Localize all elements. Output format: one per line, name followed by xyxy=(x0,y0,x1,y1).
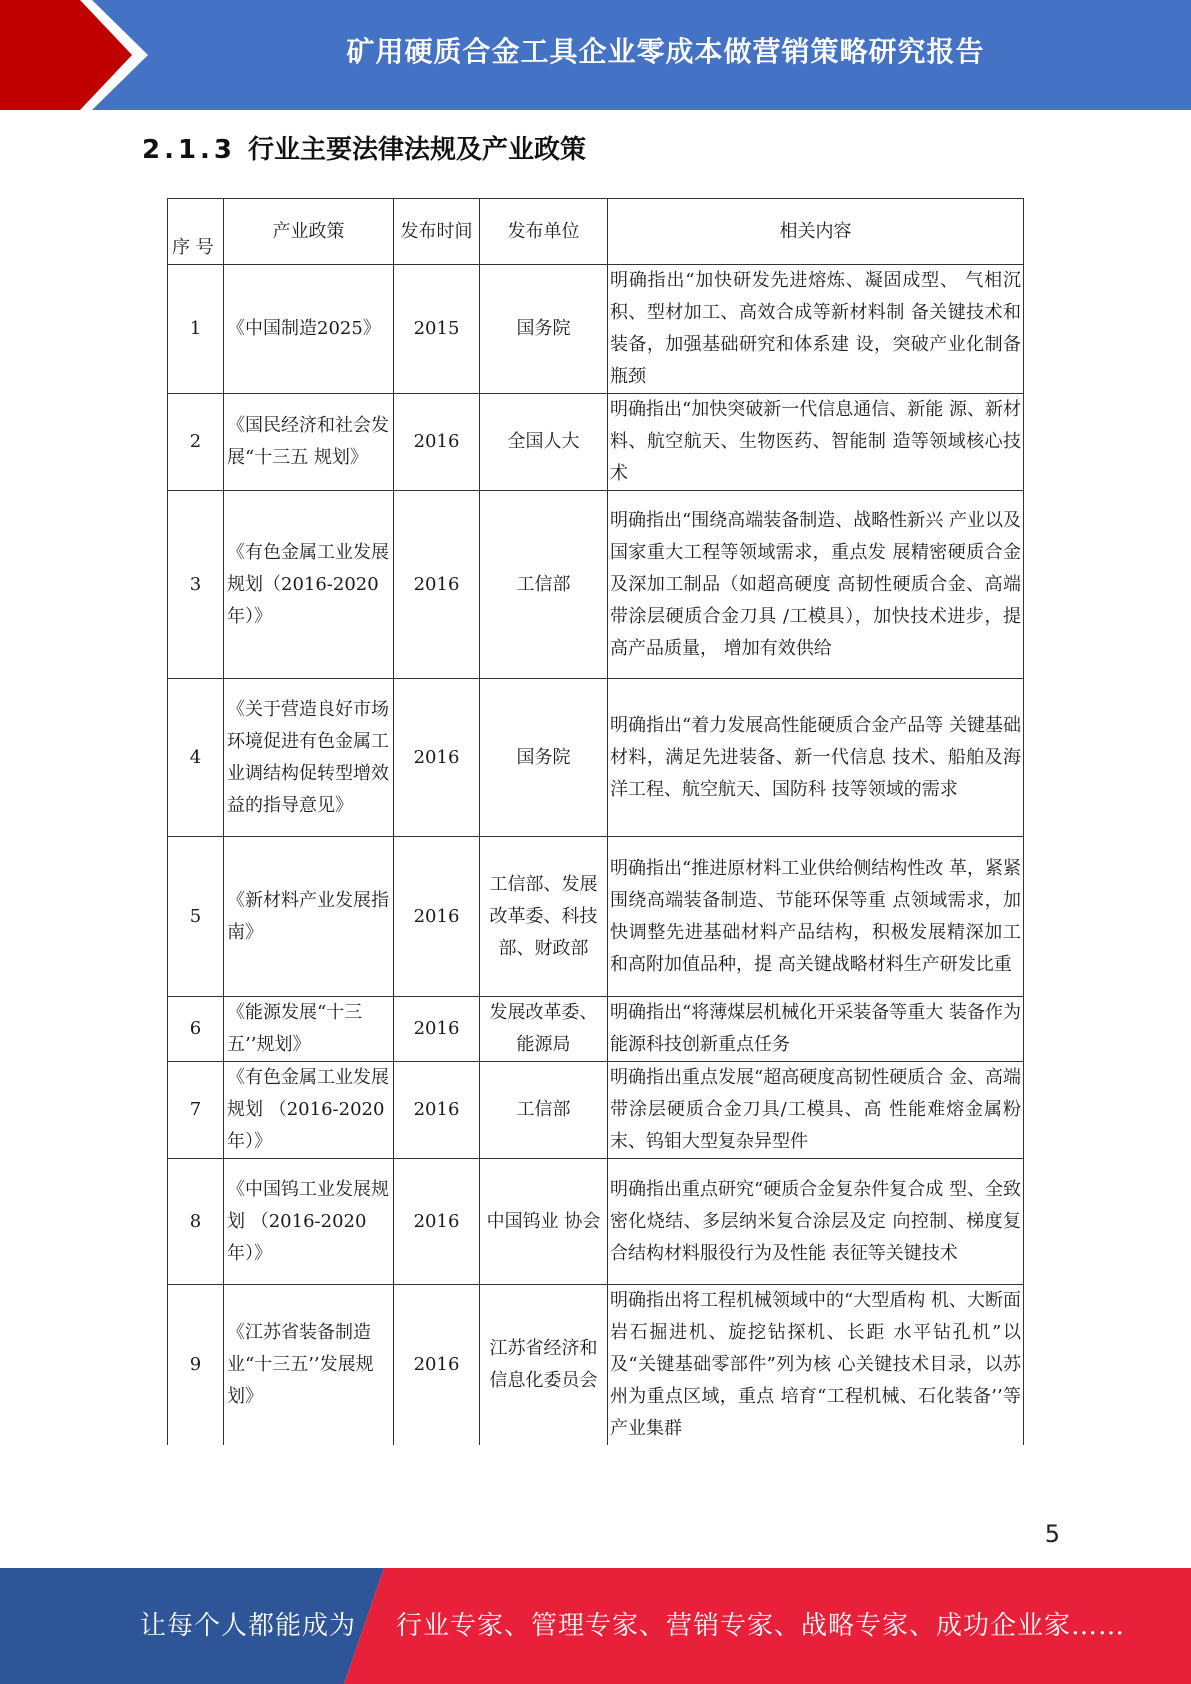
table-row xyxy=(168,1062,1024,1159)
header-seq: 序 号 xyxy=(168,199,224,265)
cell-content: 明确指出“将薄煤层机械化开采装备等重大 装备作为能源科技创新重点任务 xyxy=(608,997,1024,1062)
cell-policy: 《能源发展“十三五’’规划》 xyxy=(224,997,394,1062)
report-title: 矿用硬质合金工具企业零成本做营销策略研究报告 xyxy=(346,35,985,68)
cell-org: 工信部 xyxy=(480,1062,608,1159)
cell-content: 明确指出“加快研发先进熔炼、凝固成型、 气相沉积、型材加工、高效合成等新材料制 备关键技术和装备，加强基础研究和体系建 设，突破产业化制备瓶颈 xyxy=(608,265,1024,394)
table-row xyxy=(168,1285,1024,1446)
cell-org: 发展改革委、能源局 xyxy=(480,997,608,1062)
cell-policy: 《有色金属工业发展规划 （2016-2020 年）》 xyxy=(224,1062,394,1159)
cell-policy: 《中国制造2025》 xyxy=(224,265,394,394)
section-title: 行业主要法律法规及产业政策 xyxy=(248,135,587,165)
cell-seq: 1 xyxy=(168,265,224,394)
cell-seq: 2 xyxy=(168,394,224,491)
cell-content: 明确指出“围绕高端装备制造、战略性新兴 产业以及国家重大工程等领域需求，重点发 展精密硬质合金及深加工制品（如超高硬度 高韧性硬质合金、高端带涂层硬质合金刀具 /工模具），加快技术进步，提高产品质量， 增加有效供给 xyxy=(608,491,1024,679)
cell-seq: 7 xyxy=(168,1062,224,1159)
table-header-row xyxy=(168,199,1024,265)
cell-policy: 《新材料产业发展指南》 xyxy=(224,837,394,997)
cell-year: 2016 xyxy=(394,837,480,997)
header-content: 相关内容 xyxy=(608,199,1024,265)
cell-policy: 《关于营造良好市场环境促进有色金属工业调结构促转型增效益的指导意见》 xyxy=(224,679,394,837)
footer-slogan-right: 行业专家、管理专家、营销专家、战略专家、成功企业家…… xyxy=(396,1611,1126,1641)
table-row xyxy=(168,679,1024,837)
table-row xyxy=(168,837,1024,997)
footer-banner xyxy=(0,1568,1191,1684)
cell-content: 明确指出“推进原材料工业供给侧结构性改 革，紧紧围绕高端装备制造、节能环保等重 点领域需求，加快调整先进基础材料产品结构，积极发展精深加工和高附加值品种，提 高关键战略材料生产研发比重 xyxy=(608,837,1024,997)
cell-org: 国务院 xyxy=(480,265,608,394)
cell-org: 全国人大 xyxy=(480,394,608,491)
table-row xyxy=(168,1159,1024,1285)
cell-policy: 《中国钨工业发展规划 （2016-2020 年）》 xyxy=(224,1159,394,1285)
cell-content: 明确指出重点研究“硬质合金复杂件复合成 型、全致密化烧结、多层纳米复合涂层及定 向控制、梯度复合结构材料服役行为及性能 表征等关键技术 xyxy=(608,1159,1024,1285)
header-year: 发布时间 xyxy=(394,199,480,265)
header-flag-icon xyxy=(0,0,160,110)
cell-year: 2016 xyxy=(394,491,480,679)
section-heading xyxy=(142,130,586,170)
cell-seq: 9 xyxy=(168,1285,224,1446)
cell-seq: 4 xyxy=(168,679,224,837)
page-number: 5 xyxy=(1044,1520,1060,1548)
cell-org: 中国钨业 协会 xyxy=(480,1159,608,1285)
cell-content: 明确指出“加快突破新一代信息通信、新能 源、新材料、航空航天、生物医药、智能制 造等领域核心技术 xyxy=(608,394,1024,491)
table-row xyxy=(168,394,1024,491)
table-row xyxy=(168,265,1024,394)
cell-seq: 8 xyxy=(168,1159,224,1285)
cell-org: 国务院 xyxy=(480,679,608,837)
table-row xyxy=(168,491,1024,679)
header-policy: 产业政策 xyxy=(224,199,394,265)
section-number: 2.1.3 xyxy=(142,135,237,165)
cell-year: 2016 xyxy=(394,1159,480,1285)
cell-content: 明确指出将工程机械领域中的“大型盾构 机、大断面岩石掘进机、旋挖钻探机、长距 水平钻孔机”以及“关键基础零部件”列为核 心关键技术目录，以苏州为重点区域，重点 培育“工程机械、石化装备’’等产业集群 xyxy=(608,1285,1024,1446)
cell-seq: 3 xyxy=(168,491,224,679)
cell-content: 明确指出“着力发展高性能硬质合金产品等 关键基础材料，满足先进装备、新一代信息 技术、船舶及海洋工程、航空航天、国防科 技等领域的需求 xyxy=(608,679,1024,837)
cell-policy: 《有色金属工业发展规划（2016-2020 年）》 xyxy=(224,491,394,679)
cell-policy: 《国民经济和社会发展“十三五 规划》 xyxy=(224,394,394,491)
cell-seq: 5 xyxy=(168,837,224,997)
cell-org: 工信部、发展改革委、科技部、财政部 xyxy=(480,837,608,997)
cell-content: 明确指出重点发展“超高硬度高韧性硬质合 金、高端带涂层硬质合金刀具/工模具、高 性能难熔金属粉末、钨钼大型复杂异型件 xyxy=(608,1062,1024,1159)
cell-year: 2016 xyxy=(394,679,480,837)
footer-slogan-left: 让每个人都能成为 xyxy=(140,1611,357,1641)
cell-year: 2015 xyxy=(394,265,480,394)
header-banner xyxy=(0,0,1191,110)
cell-org: 工信部 xyxy=(480,491,608,679)
cell-year: 2016 xyxy=(394,997,480,1062)
policy-table xyxy=(167,198,1024,1445)
header-org: 发布单位 xyxy=(480,199,608,265)
cell-policy: 《江苏省装备制造业“十三五’’发展规划》 xyxy=(224,1285,394,1446)
cell-year: 2016 xyxy=(394,394,480,491)
cell-year: 2016 xyxy=(394,1062,480,1159)
cell-seq: 6 xyxy=(168,997,224,1062)
cell-org: 江苏省经济和信息化委员会 xyxy=(480,1285,608,1446)
cell-year: 2016 xyxy=(394,1285,480,1446)
table-row xyxy=(168,997,1024,1062)
